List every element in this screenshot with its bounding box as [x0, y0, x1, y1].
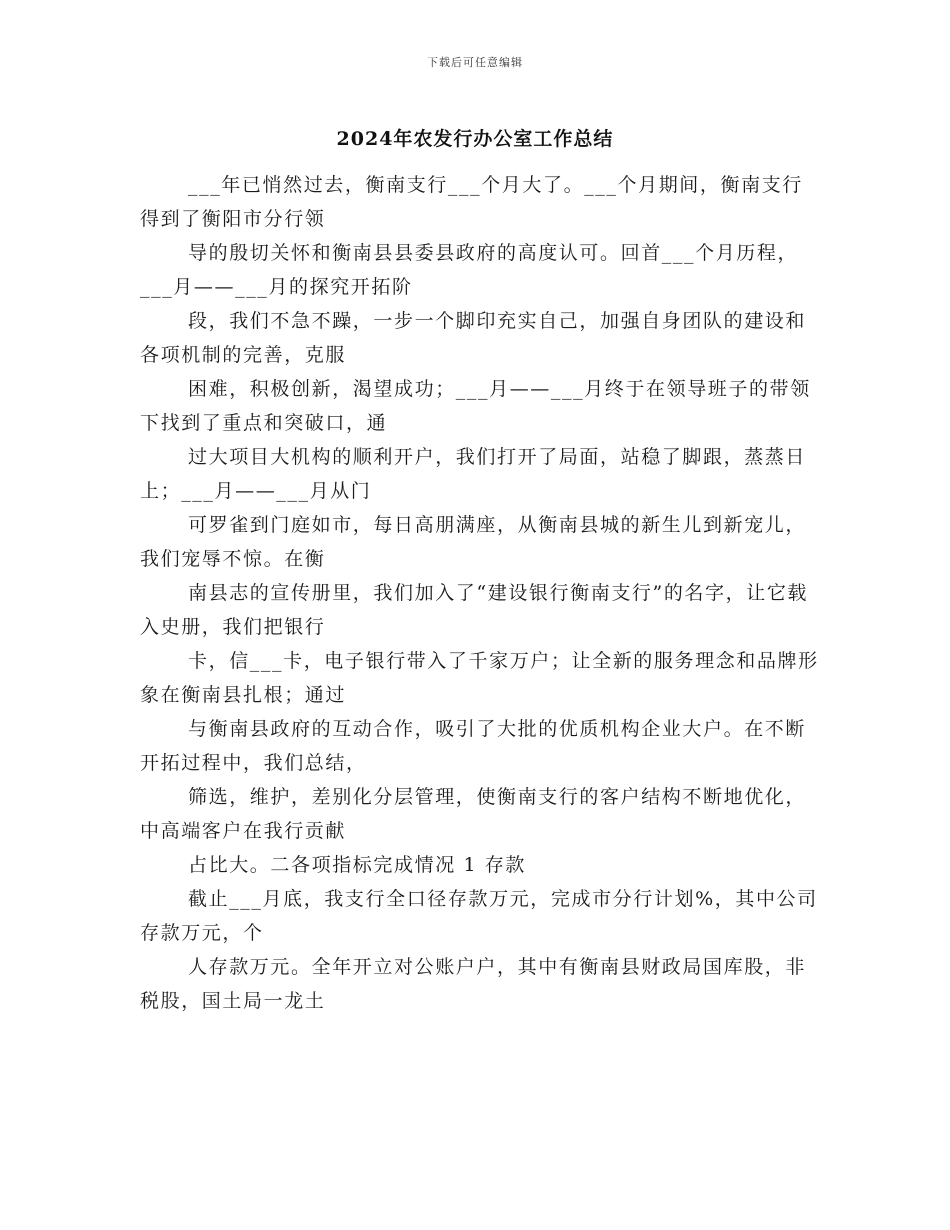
paragraph: 人存款万元。全年开立对公账户户，其中有衡南县财政局国库股，非税股，国土局一龙土: [140, 956, 807, 1012]
document-body: [140, 168, 820, 1018]
paragraph: 与衡南县政府的互动合作，吸引了大批的优质机构企业大户。在不断开拓过程中，我们总结，: [140, 718, 807, 774]
page-header-note: 下载后可任意编辑: [427, 56, 523, 69]
paragraph: 可罗雀到门庭如市，每日高朋满座，从衡南县城的新生儿到新宠儿，我们宠辱不惊。在衡: [140, 514, 807, 570]
paragraph: 导的殷切关怀和衡南县县委县政府的高度认可。回首___个月历程，___月——___月的探究开拓阶: [140, 242, 799, 298]
paragraph: 占比大。二各项指标完成情况 1 存款: [188, 854, 526, 876]
paragraph: ___年已悄然过去，衡南支行___个月大了。___个月期间，衡南支行得到了衡阳市分行领: [140, 174, 803, 230]
paragraph: 南县志的宣传册里，我们加入了“建设银行衡南支行”的名字，让它载入史册，我们把银行: [140, 582, 809, 638]
paragraph: 困难，积极创新，渴望成功；___月——___月终于在领导班子的带领下找到了重点和突破口，通: [140, 378, 811, 434]
paragraph: 截止___月底，我支行全口径存款万元，完成市分行计划%，其中公司存款万元，个: [140, 888, 818, 944]
paragraph: 段，我们不急不躁，一步一个脚印充实自己，加强自身团队的建设和各项机制的完善，克服: [140, 310, 807, 366]
paragraph: 过大项目大机构的顺利开户，我们打开了局面，站稳了脚跟，蒸蒸日上；___月——___月从门: [140, 446, 807, 502]
paragraph: 卡，信___卡，电子银行带入了千家万户；让全新的服务理念和品牌形象在衡南县扎根；通过: [140, 650, 819, 706]
document-title: 2024年农发行办公室工作总结: [336, 128, 614, 150]
paragraph: 筛选，维护，差别化分层管理，使衡南支行的客户结构不断地优化，中高端客户在我行贡献: [140, 786, 807, 842]
